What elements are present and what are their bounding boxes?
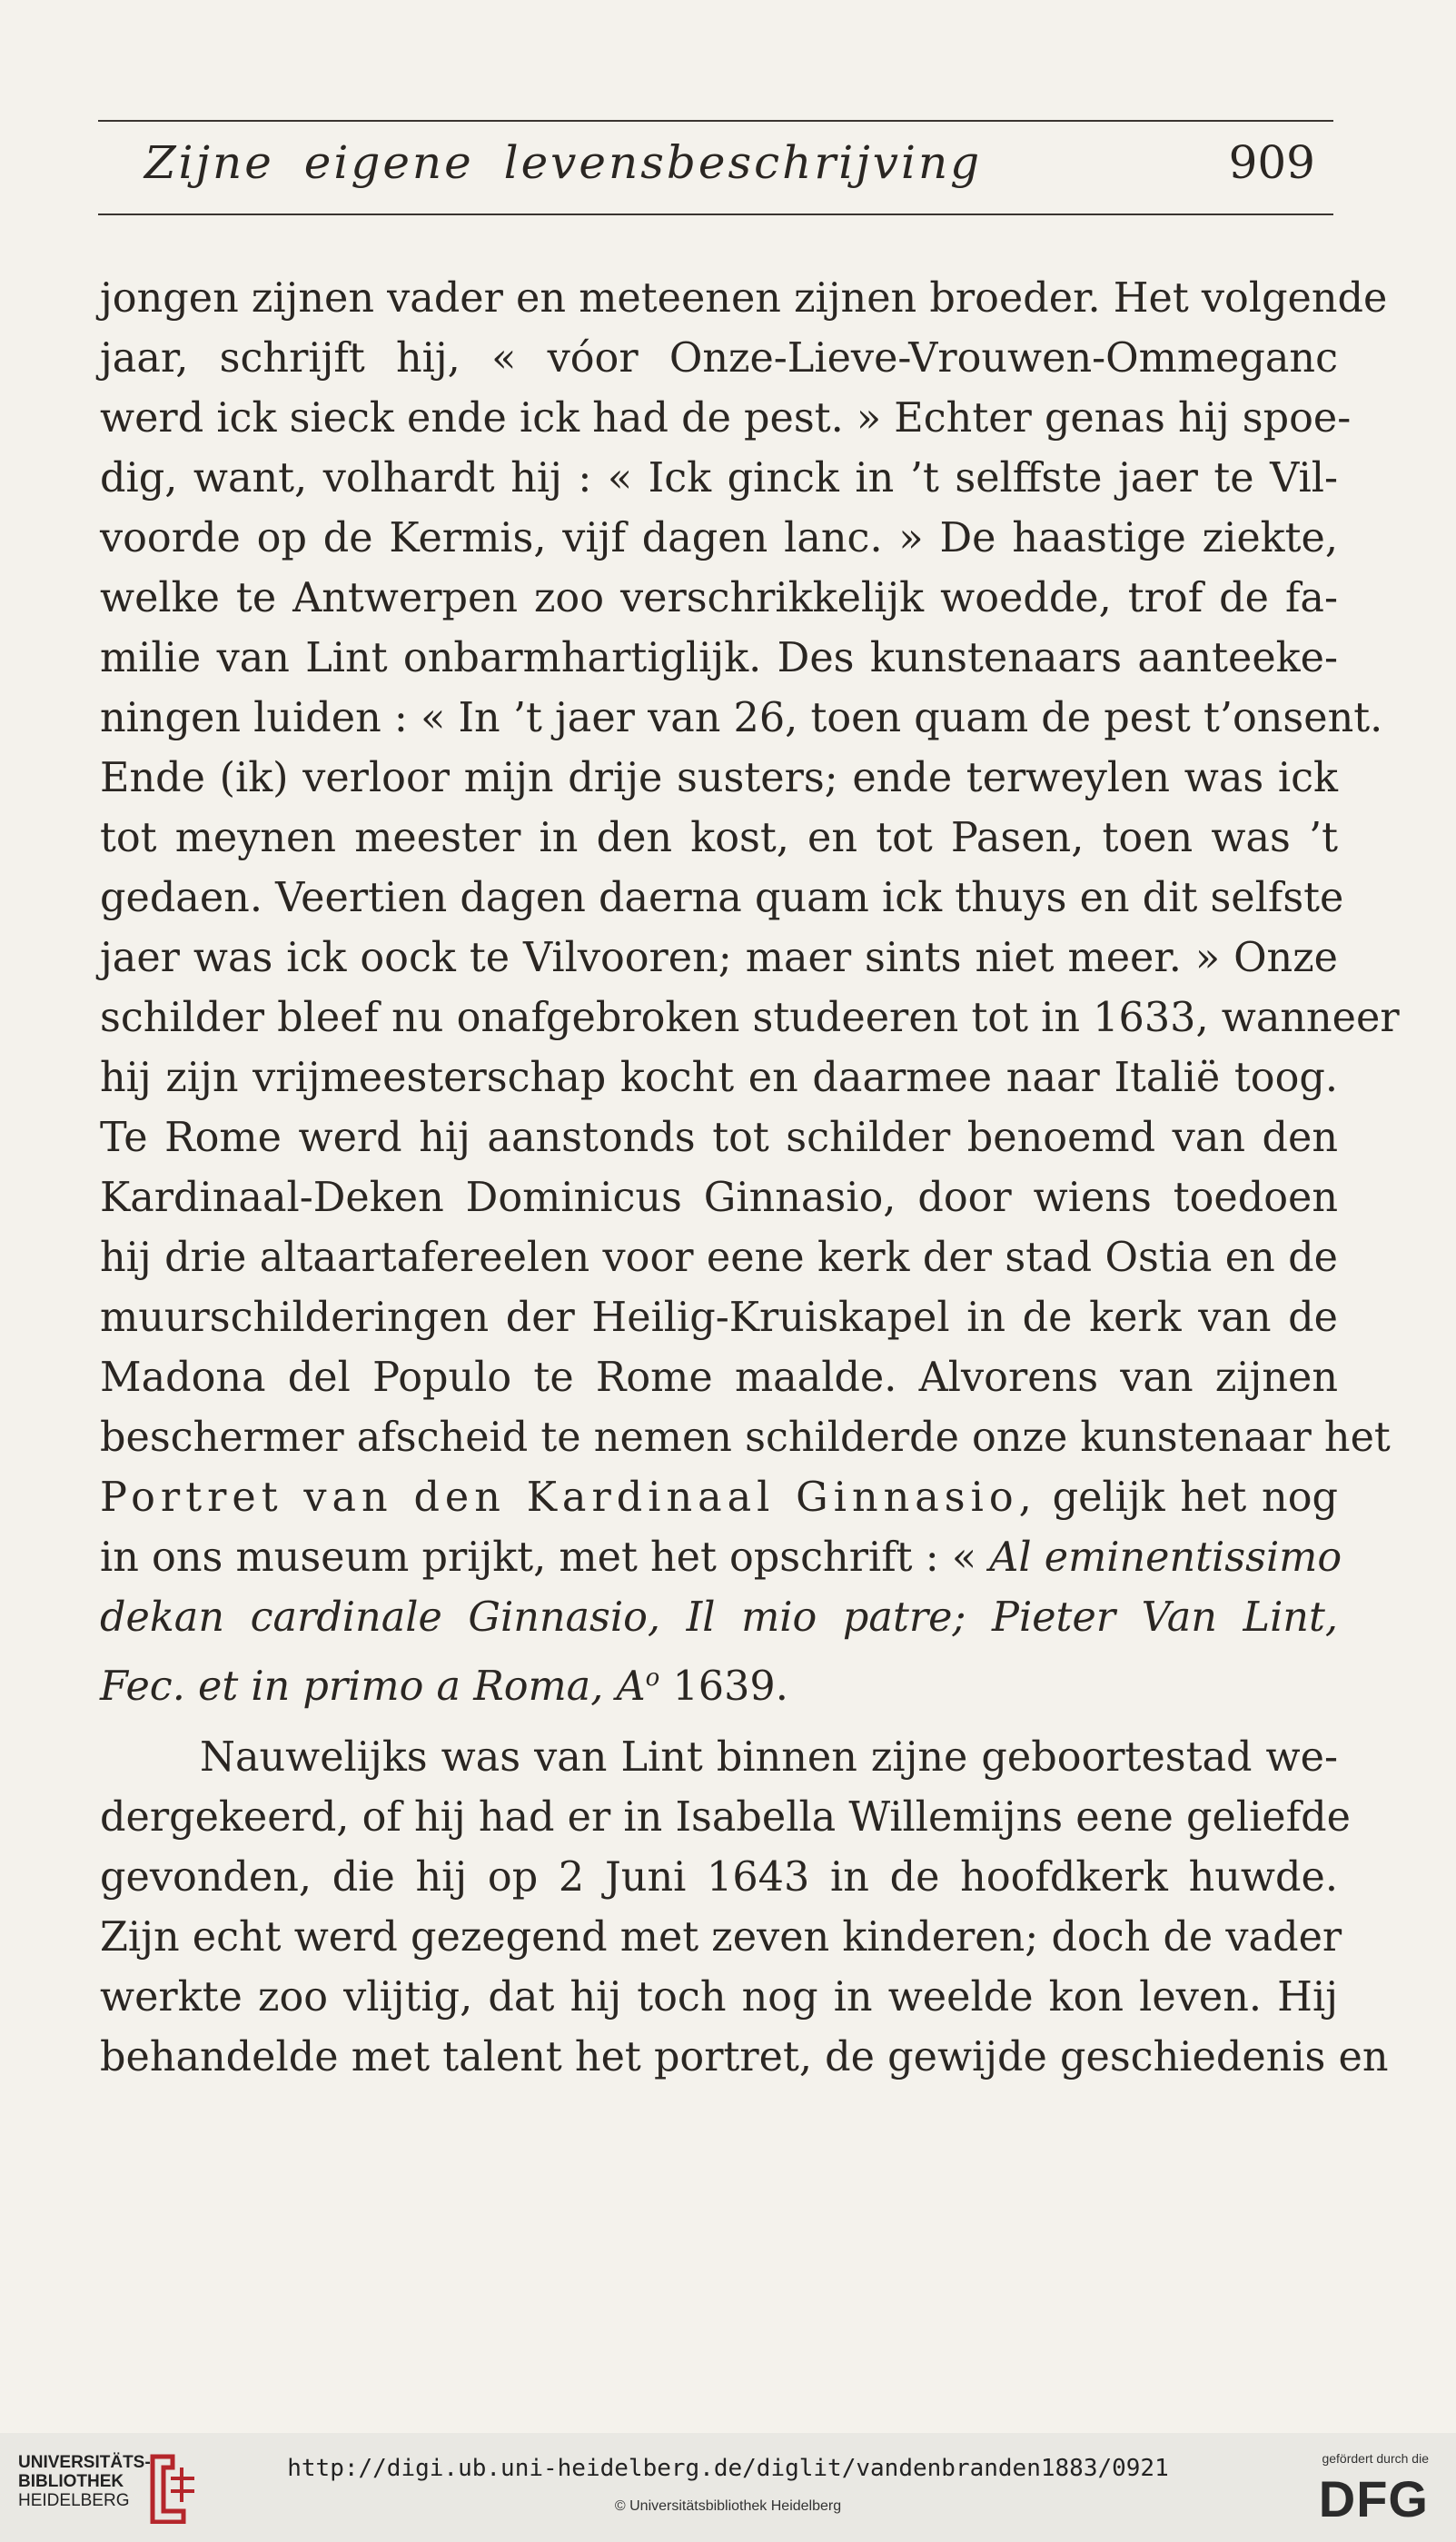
text-line: schilder bleef nu onafgebroken studeeren tot in 1633, wanneer	[100, 995, 1400, 1041]
text-line: welke te Antwerpen zoo verschrikkelijk woedde, trof de fa-	[100, 575, 1338, 621]
text-line	[100, 1468, 1338, 1528]
superscript: o	[645, 1664, 660, 1692]
text-line	[100, 1528, 1342, 1588]
text-line: Madona del Populo te Rome maalde. Alvorens van zijnen	[100, 1355, 1338, 1401]
spaced-title: Portret van den Kardinaal Ginnasio,	[100, 1475, 1037, 1521]
text-line: Kardinaal-Deken Dominicus Ginnasio, door wiens toedoen	[100, 1175, 1338, 1221]
library-line: HEIDELBERG	[18, 2491, 130, 2510]
text-line: Ende (ik) verloor mijn drije susters; ende terweylen was ick	[100, 755, 1338, 801]
footer-copyright: © Universitätsbibliothek Heidelberg	[614, 2498, 842, 2514]
footer-bar	[0, 2433, 1456, 2542]
italic-span: Al eminentissimo	[989, 1534, 1342, 1581]
text-line: voorde op de Kermis, vijf dagen lanc. » De haastige ziekte,	[100, 515, 1338, 561]
footer-url-link[interactable]: http://digi.ub.uni-heidelberg.de/diglit/vandenbranden1883/0921	[287, 2455, 1169, 2482]
text-line: werd ick sieck ende ick had de pest. » Echter genas hij spoe-	[100, 395, 1352, 442]
text-line: Te Rome werd hij aanstonds tot schilder benoemd van den	[100, 1115, 1338, 1161]
text-line: jongen zijnen vader en meteenen zijnen broeder. Het volgende	[100, 275, 1388, 322]
text-span: gelijk het nog	[1052, 1475, 1338, 1521]
text-line: Zijn echt werd gezegend met zeven kinderen; doch de vader	[100, 1914, 1342, 1961]
dfg-logo: DFG	[1318, 2470, 1429, 2527]
library-line: BIBLIOTHEK	[18, 2472, 124, 2491]
text-span: 1639.	[659, 1663, 788, 1710]
text-line: ningen luiden : « In ’t jaer van 26, toen quam de pest t’onsent.	[100, 695, 1383, 741]
text-line: hij zijn vrijmeesterschap kocht en daarmee naar Italië toog.	[100, 1055, 1338, 1101]
text-line: muurschilderingen der Heilig-Kruiskapel in de kerk van de	[100, 1295, 1338, 1341]
text-line: tot meynen meester in den kost, en tot Pasen, toen was ’t	[100, 815, 1338, 861]
text-line: Nauwelijks was van Lint binnen zijne geboortestad we-	[200, 1734, 1338, 1781]
text-line: milie van Lint onbarmhartiglijk. Des kunstenaars aanteeke-	[100, 635, 1338, 681]
italic-span: Fec. et in primo a Roma, A	[100, 1663, 646, 1710]
page-number: 909	[1228, 136, 1315, 189]
text-line: jaer was ick oock te Vilvooren; maer sints niet meer. » Onze	[100, 935, 1338, 981]
library-line: UNIVERSITÄTS-	[18, 2453, 151, 2472]
text-line	[100, 1648, 1338, 1708]
header-bottom-rule	[98, 213, 1333, 215]
running-title: Zijne eigene levensbeschrijving	[144, 136, 983, 189]
text-line: werkte zoo vlijtig, dat hij toch nog in weelde kon leven. Hij	[100, 1974, 1338, 2021]
funding-note: gefördert durch die	[1322, 2451, 1429, 2466]
text-line: dig, want, volhardt hij : « Ick ginck in ’t selffste jaer te Vil-	[100, 455, 1338, 501]
text-span: in ons museum prijkt, met het opschrift : «	[100, 1534, 990, 1581]
text-line: hij drie altaartafereelen voor eene kerk der stad Ostia en de	[100, 1235, 1338, 1281]
text-line: gevonden, die hij op 2 Juni 1643 in de hoofdkerk huwde.	[100, 1854, 1338, 1901]
header-top-rule	[98, 120, 1333, 122]
text-line: gedaen. Veertien dagen daerna quam ick thuys en dit selfste	[100, 875, 1344, 921]
inscription-line: dekan cardinale Ginnasio, Il mio patre; Pieter Van Lint,	[100, 1594, 1338, 1641]
text-line: jaar, schrijft hij, « vóor Onze-Lieve-Vrouwen-Ommeganc	[100, 335, 1338, 382]
text-line: behandelde met talent het portret, de gewijde geschiedenis en	[100, 2034, 1389, 2080]
text-line: dergekeerd, of hij had er in Isabella Willemijns eene geliefde	[100, 1794, 1351, 1841]
text-line: beschermer afscheid te nemen schilderde onze kunstenaar het	[100, 1415, 1391, 1461]
